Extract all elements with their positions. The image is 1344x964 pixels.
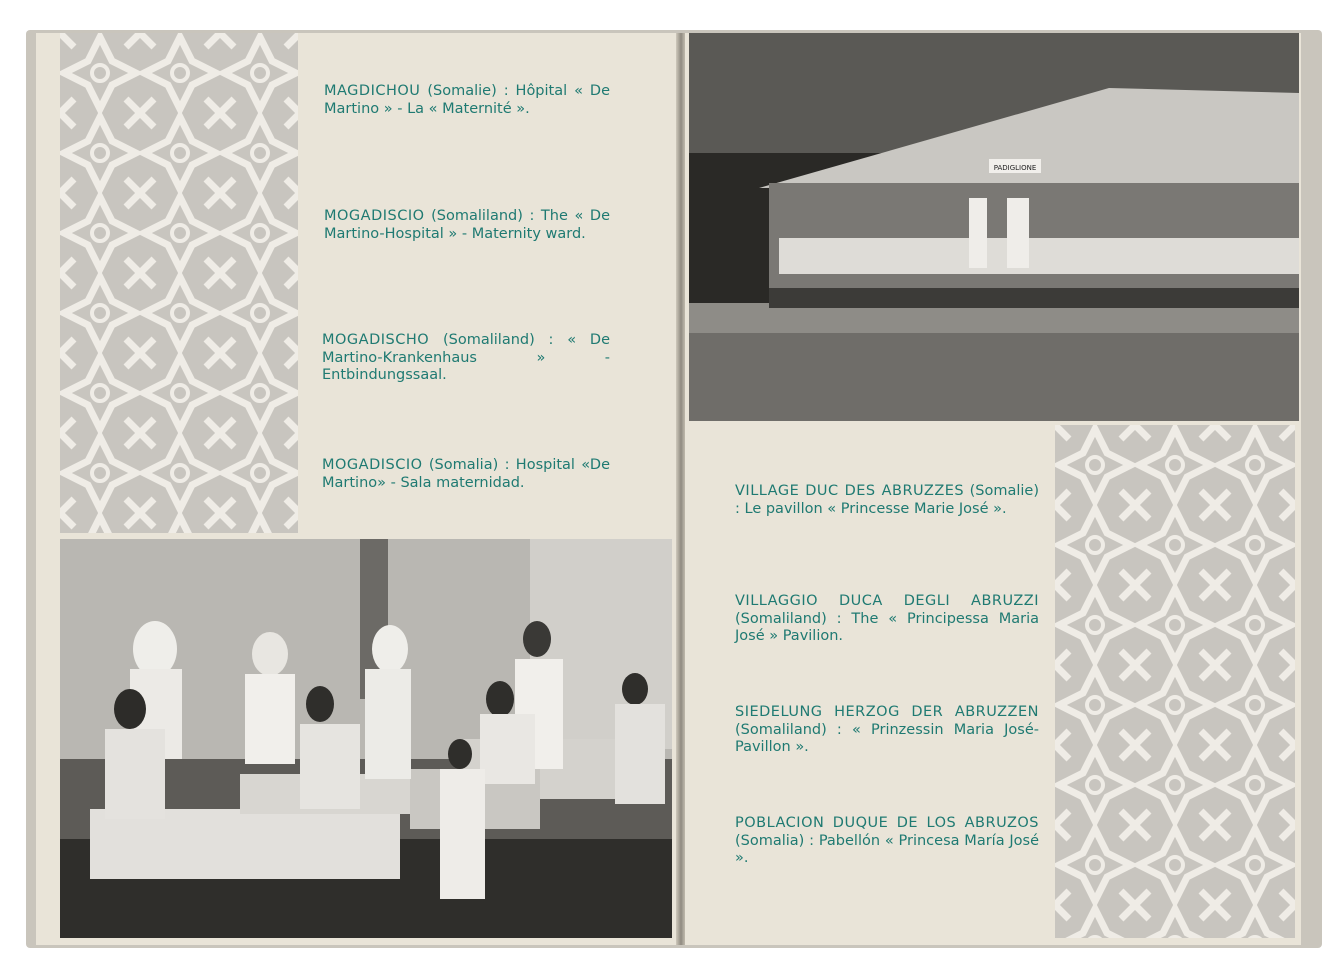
pavilion-sign: PADIGLIONE xyxy=(993,164,1037,172)
pavilion-photo xyxy=(689,33,1299,421)
caption-french-left: MAGDICHOU (Somalie) : Hôpital « De Martino » - La « Maternité ». xyxy=(324,83,611,117)
caption-english-left: MOGADISCIO (Somaliland) : The « De Martino-Hospital » - Maternity ward. xyxy=(324,208,610,242)
caption-italian-right: VILLAGGIO DUCA DEGLI ABRUZZI (Somaliland) : The « Principessa Maria José » Pavilion. xyxy=(735,593,1039,644)
caption-spanish-right: POBLACION DUQUE DE LOS ABRUZOS (Somalia) : Pabellón « Princesa María José ». xyxy=(735,815,1039,866)
decorative-pattern-right xyxy=(1055,425,1295,938)
caption-french-right: VILLAGE DUC DES ABRUZZES (Somalie) : Le pavillon « Princesse Marie José ». xyxy=(735,483,1040,517)
right-page xyxy=(684,33,1301,945)
left-page xyxy=(36,33,679,945)
caption-spanish-left: MOGADISCIO (Somalia) : Hospital «De Martino» - Sala maternidad. xyxy=(322,457,611,491)
caption-german-left: MOGADISCHO (Somaliland) : « De Martino-Krankenhaus » - Entbindungssaal. xyxy=(322,332,611,383)
caption-german-right: SIEDELUNG HERZOG DER ABRUZZEN (Somaliland) : « Prinzessin Maria José-Pavillon ». xyxy=(735,704,1039,755)
decorative-pattern-left xyxy=(60,33,298,533)
maternity-ward-photo xyxy=(60,539,672,938)
